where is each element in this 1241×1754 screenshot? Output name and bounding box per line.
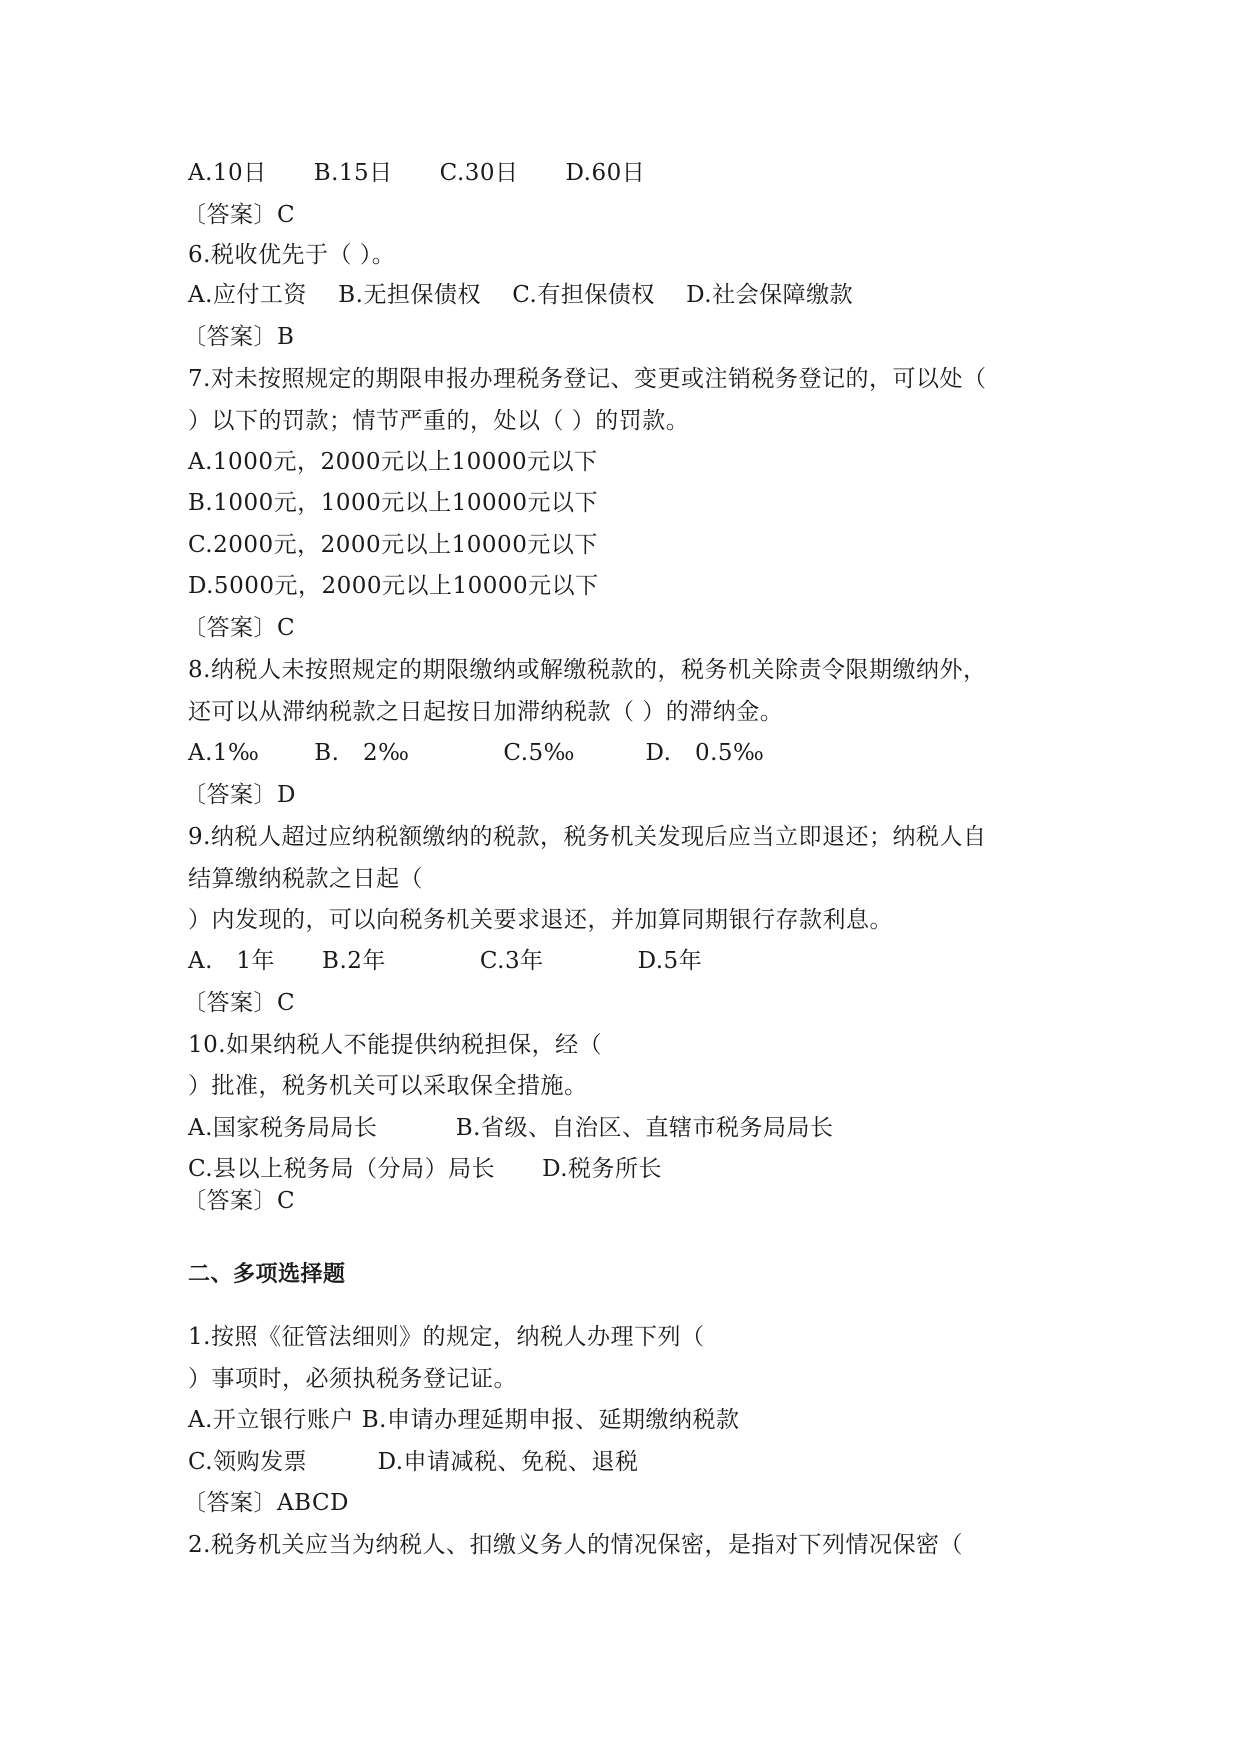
answer-line: 〔答案〕D bbox=[183, 782, 296, 808]
question-line: ）以下的罚款；情节严重的，处以（ ）的罚款。 bbox=[188, 408, 690, 434]
option-line: C.县以上税务局（分局）局长 D.税务所长 bbox=[188, 1156, 663, 1182]
question-line: 9.纳税人超过应纳税额缴纳的税款，税务机关发现后应当立即退还；纳税人自 bbox=[188, 824, 987, 850]
question-line: 10.如果纳税人不能提供纳税担保，经（ bbox=[188, 1032, 603, 1058]
question-line: 8.纳税人未按照规定的期限缴纳或解缴税款的，税务机关除责令限期缴纳外， bbox=[188, 657, 987, 683]
answer-line: 〔答案〕ABCD bbox=[183, 1490, 349, 1516]
answer-line: 〔答案〕C bbox=[183, 202, 296, 228]
question-line: 6.税收优先于（ ）。 bbox=[188, 242, 396, 268]
answer-line: 〔答案〕C bbox=[183, 990, 296, 1016]
question-line: 还可以从滞纳税款之日起按日加滞纳税款（ ）的滞纳金。 bbox=[188, 699, 784, 725]
option-line: D.5000元，2000元以上10000元以下 bbox=[188, 573, 599, 599]
question-line: 结算缴纳税款之日起（ bbox=[188, 866, 423, 892]
question-line: 7.对未按照规定的期限申报办理税务登记、变更或注销税务登记的，可以处（ bbox=[188, 366, 987, 392]
question-line: ）事项时，必须执税务登记证。 bbox=[188, 1366, 517, 1392]
option-line: C.2000元，2000元以上10000元以下 bbox=[188, 532, 598, 558]
option-line: A.10日 B.15日 C.30日 D.60日 bbox=[188, 160, 646, 186]
answer-line: 〔答案〕C bbox=[183, 615, 296, 641]
section-heading: 二、多项选择题 bbox=[188, 1262, 346, 1287]
option-line: A.开立银行账户 B.申请办理延期申报、延期缴纳税款 bbox=[188, 1407, 740, 1433]
option-line: A. 1年 B.2年 C.3年 D.5年 bbox=[188, 948, 703, 974]
option-line: A.1000元，2000元以上10000元以下 bbox=[188, 449, 598, 475]
question-line: ）内发现的，可以向税务机关要求退还，并加算同期银行存款利息。 bbox=[188, 907, 893, 933]
option-line: B.1000元，1000元以上10000元以下 bbox=[188, 490, 598, 516]
option-line: A.国家税务局局长 B.省级、自治区、直辖市税务局局长 bbox=[188, 1115, 834, 1141]
answer-line: 〔答案〕C bbox=[183, 1188, 296, 1214]
question-line: 2.税务机关应当为纳税人、扣缴义务人的情况保密，是指对下列情况保密（ bbox=[188, 1532, 963, 1558]
question-line: 1.按照《征管法细则》的规定，纳税人办理下列（ bbox=[188, 1324, 705, 1350]
option-line: C.领购发票 D.申请减税、免税、退税 bbox=[188, 1449, 639, 1475]
option-line: A.1‰ B. 2‰ C.5‰ D. 0.5‰ bbox=[188, 740, 765, 766]
option-line: A.应付工资 B.无担保债权 C.有担保债权 D.社会保障缴款 bbox=[188, 282, 854, 308]
answer-line: 〔答案〕B bbox=[183, 324, 295, 350]
question-line: ）批准，税务机关可以采取保全措施。 bbox=[188, 1073, 588, 1099]
